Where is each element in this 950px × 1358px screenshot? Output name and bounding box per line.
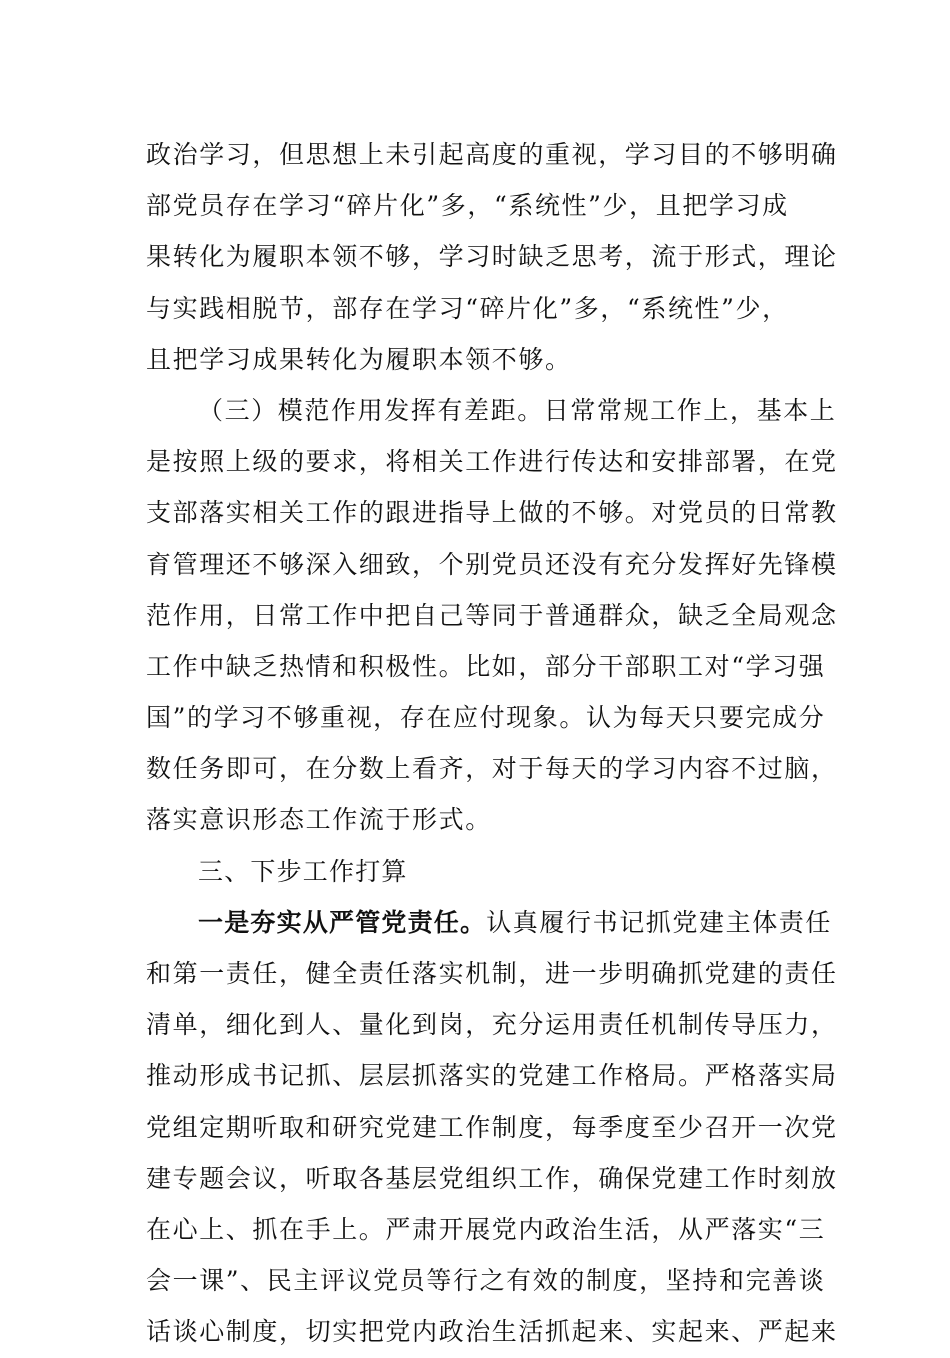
paragraph-lead-bold: 一是夯实从严管党责任。 <box>198 907 487 937</box>
text-line: 数任务即可，在分数上看齐，对于每天的学习内容不过脑， <box>146 754 838 784</box>
text-line: 果转化为履职本领不够，学习时缺乏思考，流于形式，理论 <box>146 242 838 272</box>
document-body <box>146 129 838 1358</box>
text-line: 工作中缺乏热情和积极性。比如，部分干部职工对“学习强 <box>146 651 826 681</box>
text-line: 且把学习成果转化为履职本领不够。 <box>146 344 572 374</box>
text-line: 国”的学习不够重视，存在应付现象。认为每天只要完成分 <box>146 703 826 733</box>
text-line: 是按照上级的要求，将相关工作进行传达和安排部署，在党 <box>146 447 838 477</box>
paragraph-model-role <box>146 385 838 846</box>
text-line: 和第一责任，健全责任落实机制，进一步明确抓党建的责任 <box>146 959 838 988</box>
paragraph-party-responsibility <box>146 897 838 1358</box>
text-line: 范作用，日常工作中把自己等同于普通群众，缺乏全局观念 <box>146 600 838 630</box>
text-line: 清单，细化到人、量化到岗，充分运用责任机制传导压力， <box>146 1010 838 1040</box>
text-line: 建专题会议，听取各基层党组织工作，确保党建工作时刻放 <box>146 1163 838 1193</box>
text-line: （三）模范作用发挥有差距。日常常规工作上，基本上 <box>198 395 837 425</box>
text-line: 党组定期听取和研究党建工作制度，每季度至少召开一次党 <box>146 1112 838 1142</box>
text-line: 会一课”、民主评议党员等行之有效的制度，坚持和完善谈 <box>146 1266 826 1296</box>
text-line: 在心上、抓在手上。严肃开展党内政治生活，从严落实“三 <box>146 1214 826 1244</box>
text-line: 部党员存在学习“碎片化”多，“系统性”少，且把学习成 <box>146 191 789 221</box>
paragraph-lead-rest: 认真履行书记抓党建主体责任 <box>486 907 833 937</box>
text-line: 推动形成书记抓、层层抓落实的党建工作格局。严格落实局 <box>146 1061 838 1091</box>
text-line: 落实意识形态工作流于形式。 <box>146 805 492 835</box>
text-line: 支部落实相关工作的跟进指导上做的不够。对党员的日常教 <box>146 498 838 528</box>
text-line: 育管理还不够深入细致，个别党员还没有充分发挥好先锋模 <box>146 549 838 579</box>
text-line-first <box>146 897 833 948</box>
text-line: 话谈心制度，切实把党内政治生活抓起来、实起来、严起来 <box>146 1317 838 1347</box>
text-line: 政治学习，但思想上未引起高度的重视，学习目的不够明确 <box>146 140 838 169</box>
section-heading: 三、下步工作打算 <box>198 856 408 886</box>
paragraph-political-study <box>146 129 838 385</box>
text-line: 与实践相脱节，部存在学习“碎片化”多，“系统性”少， <box>146 293 789 323</box>
